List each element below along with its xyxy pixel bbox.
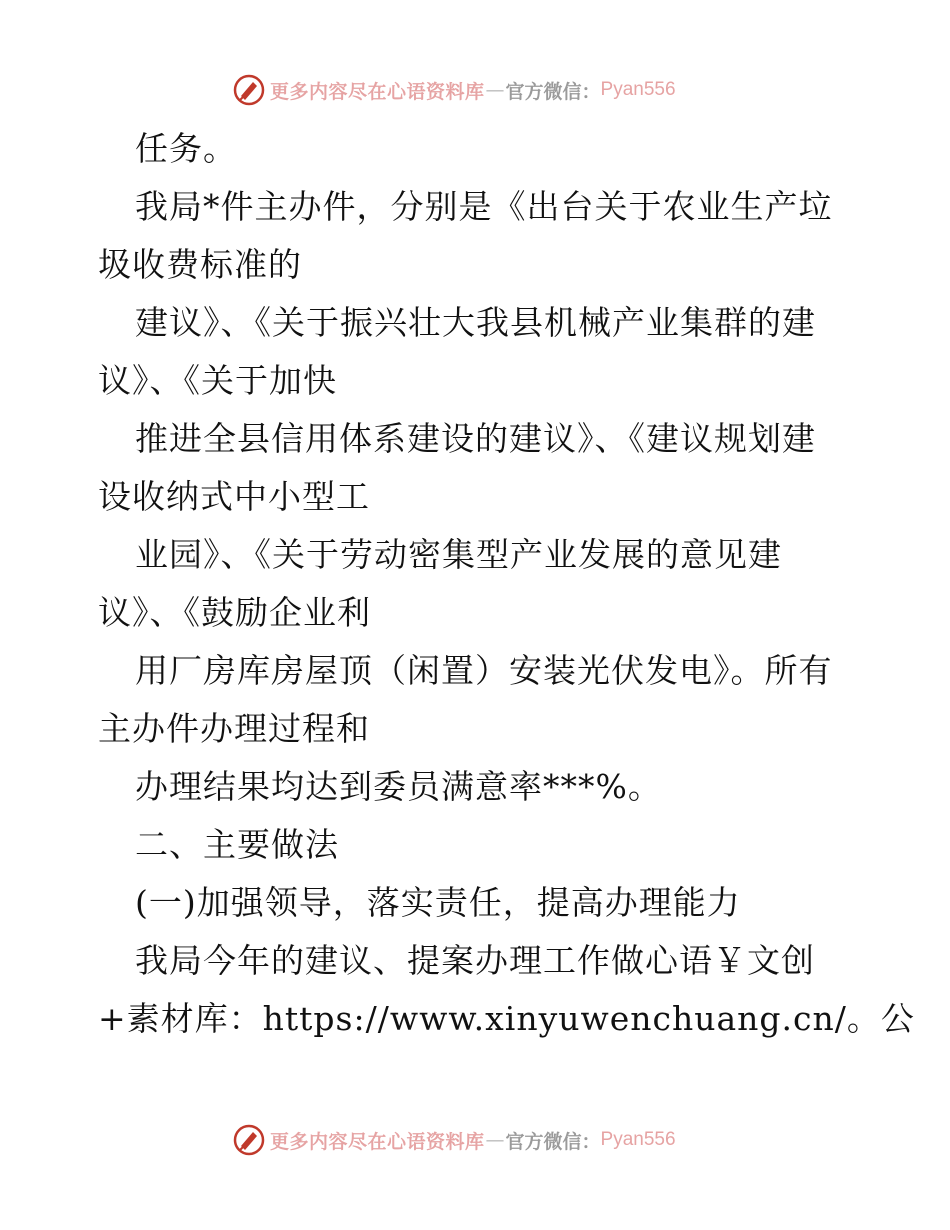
pen-circle-logo-icon [232, 1123, 266, 1157]
watermark-dash: — [485, 79, 505, 101]
subsection-heading: (一)加强领导，落实责任，提高办理能力 [135, 883, 741, 922]
watermark-wechat-id: Pyan556 [600, 1129, 676, 1150]
header-watermark [232, 70, 676, 110]
text-line: 任务。 [135, 129, 237, 168]
text-line: 主办件办理过程和 [98, 709, 370, 748]
text-line: 设收纳式中小型工 [98, 477, 370, 516]
text-line: 我局*件主办件，分别是《出台关于农业生产垃 [135, 187, 833, 226]
text-line: 议》、《关于加快 [98, 361, 337, 400]
watermark-dash: — [485, 1129, 505, 1151]
text-line: 办理结果均达到委员满意率***%。 [135, 767, 662, 806]
watermark-brand-text: 更多内容尽在心语资料库 [270, 80, 485, 103]
watermark-official-label: 官方微信： [505, 80, 601, 103]
watermark-brand-text: 更多内容尽在心语资料库 [270, 1130, 485, 1153]
text-line: 建议》、《关于振兴壮大我县机械产业集群的建 [135, 303, 816, 342]
text-line: 业园》、《关于劳动密集型产业发展的意见建 [135, 535, 782, 574]
text-line: 议》、《鼓励企业利 [98, 593, 371, 632]
watermark-wechat-id: Pyan556 [600, 79, 676, 100]
text-line: 用厂房库房屋顶（闲置）安装光伏发电》。所有 [135, 651, 833, 690]
text-line: 推进全县信用体系建设的建议》、《建议规划建 [135, 419, 816, 458]
text-line: 我局今年的建议、提案办理工作做心语￥文创 [135, 941, 815, 980]
text-line-url: +素材库：https://www.xinyuwenchuang.cn/。公 [98, 999, 915, 1038]
pen-circle-logo-icon [232, 73, 266, 107]
section-heading: 二、主要做法 [135, 825, 339, 864]
text-line: 圾收费标准的 [98, 245, 302, 284]
watermark-official-label: 官方微信： [505, 1130, 601, 1153]
footer-watermark [232, 1120, 676, 1160]
